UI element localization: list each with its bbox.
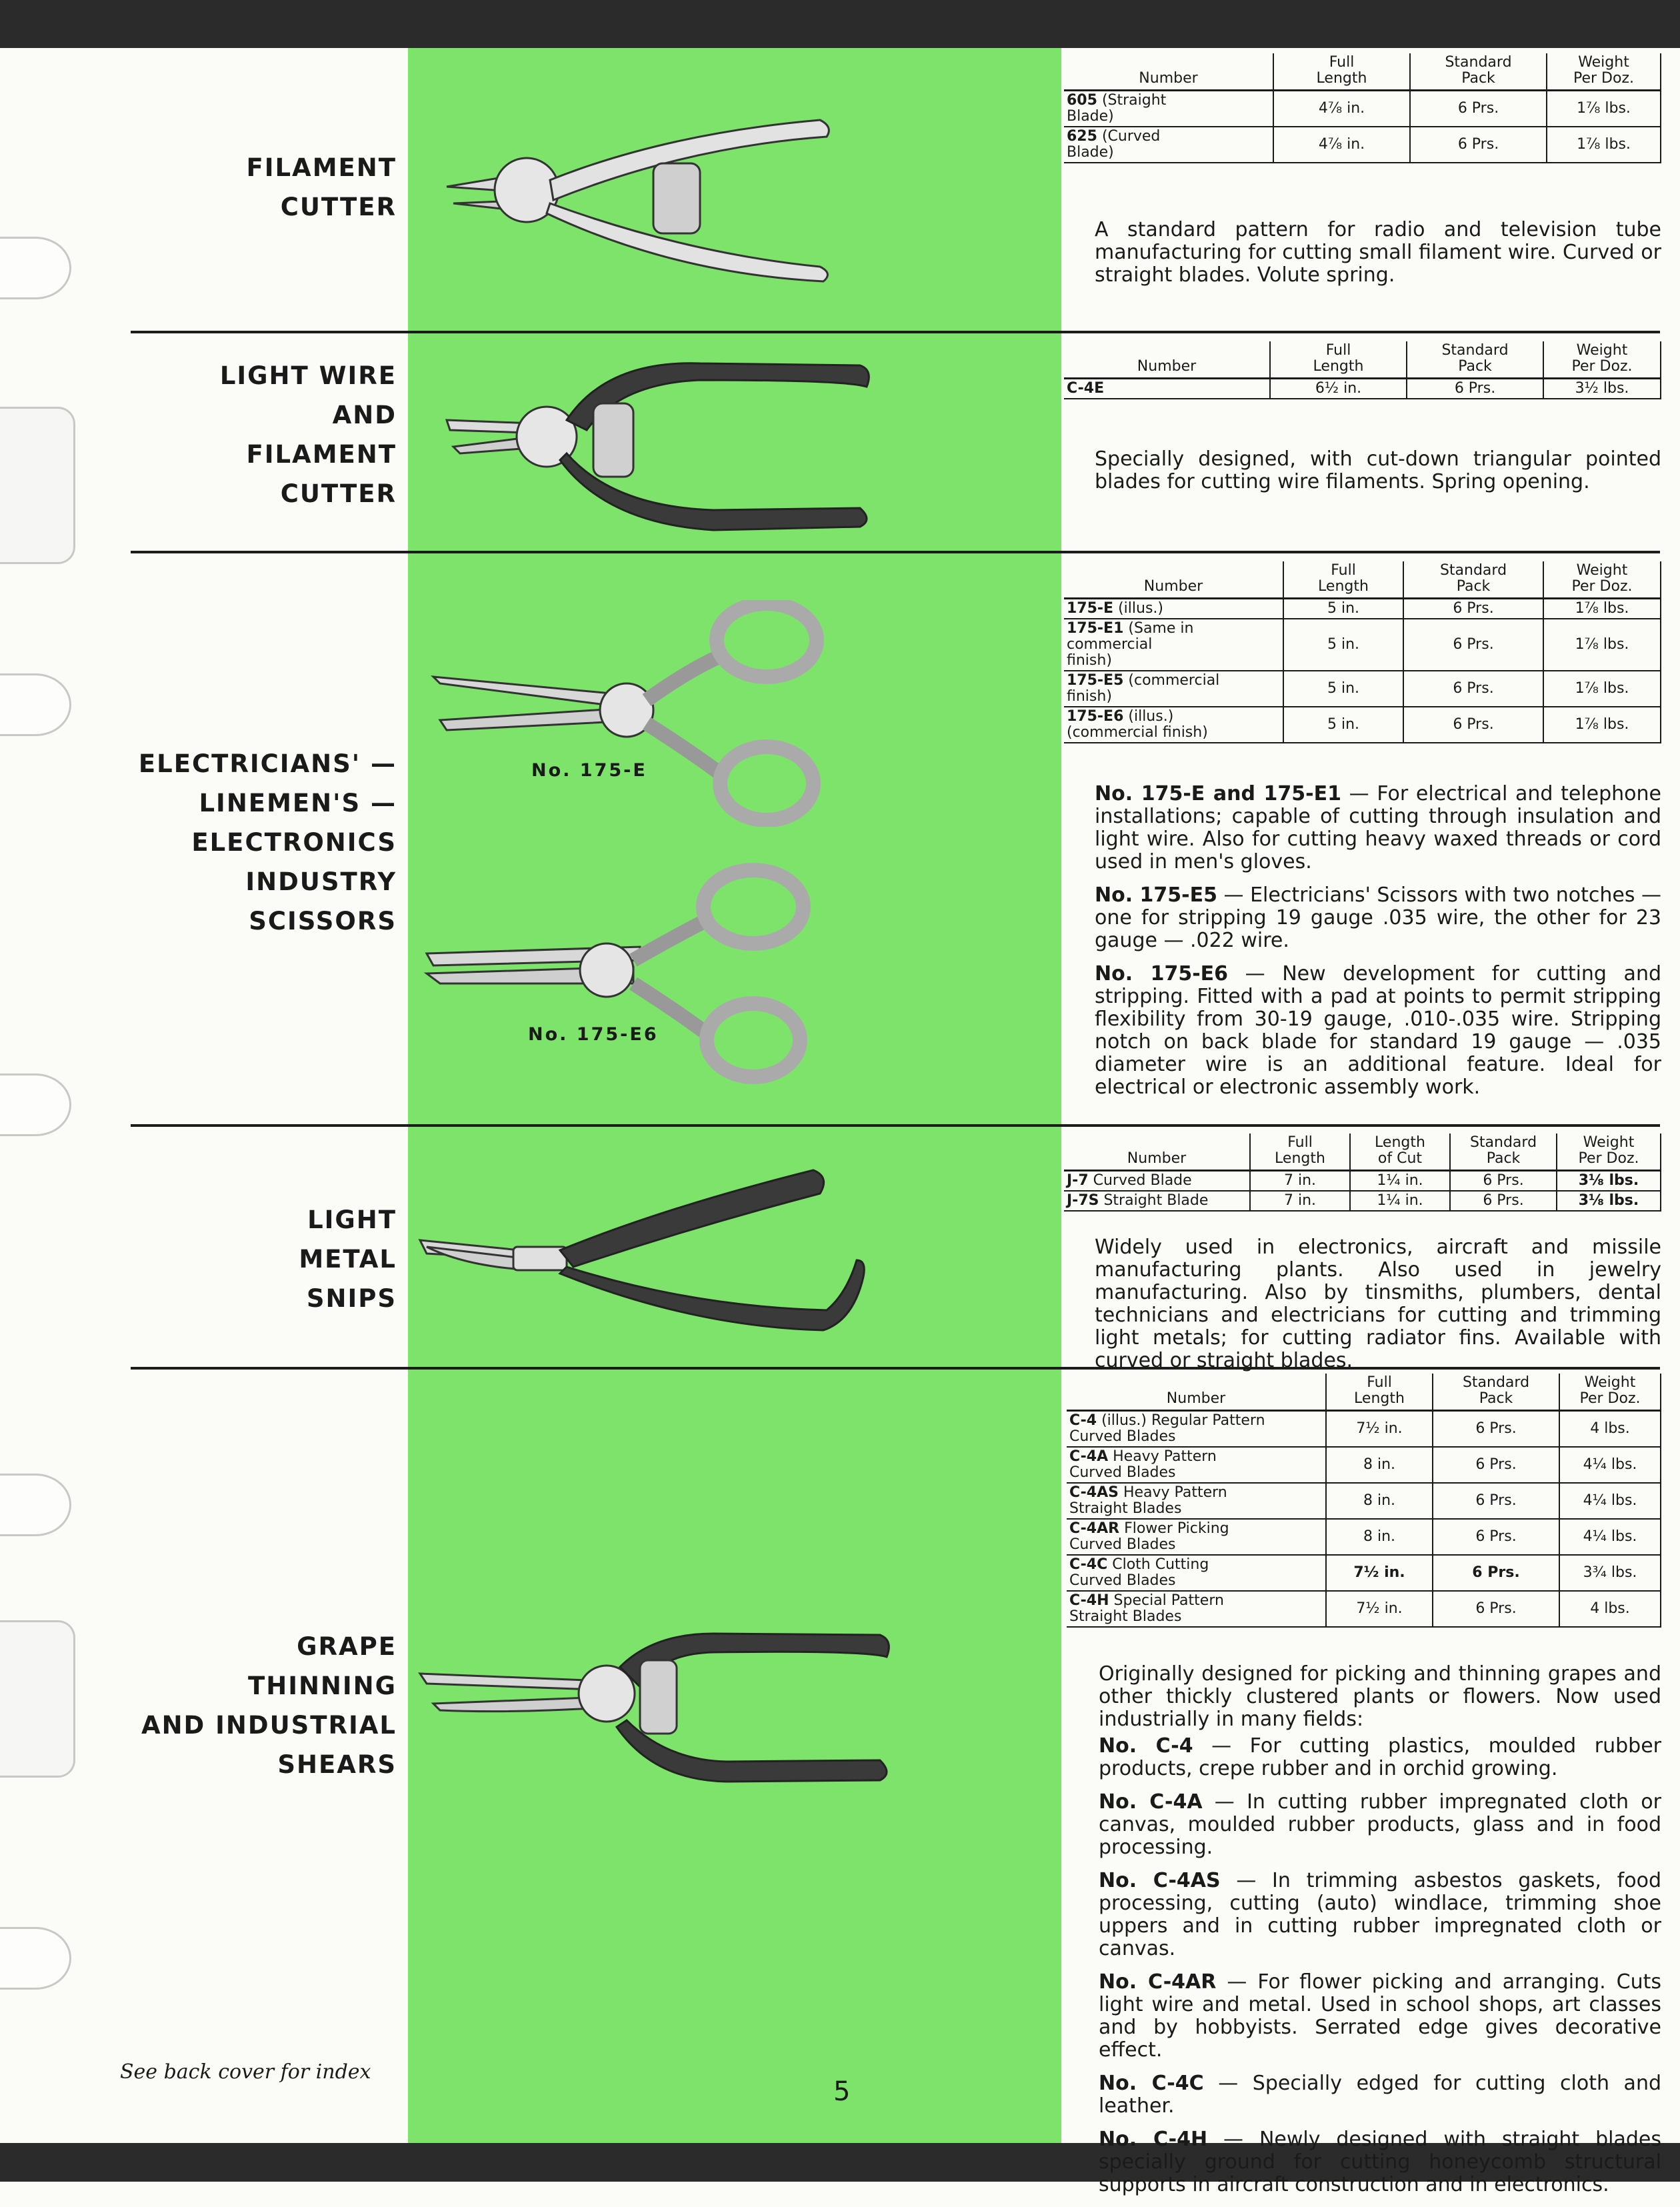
text-fragment: 175-E5 [1067, 672, 1124, 689]
caption-175e6: No. 175-E6 [528, 1024, 659, 1045]
table-cell: 6 Prs. [1433, 1519, 1559, 1555]
table-row [1067, 1519, 1661, 1555]
table-cell: 6 Prs. [1410, 127, 1547, 163]
scissors-icon [427, 600, 853, 827]
col-header: Weight Per Doz. [1547, 53, 1661, 91]
table-cell: 5 in. [1283, 599, 1403, 619]
table-element [1064, 561, 1661, 599]
divider-tab [0, 1620, 75, 1778]
table-element [1064, 53, 1661, 91]
text-fragment: C-4H [1069, 1592, 1109, 1609]
description-shears [1099, 1663, 1661, 2207]
table-cell: 6 Prs. [1403, 599, 1543, 619]
col-header: Full Length [1270, 341, 1407, 379]
spec-table-light-wire [1064, 341, 1661, 399]
description-light-wire [1095, 448, 1661, 504]
col-header: Standard Pack [1433, 1374, 1559, 1411]
text-fragment: J-7 [1067, 1172, 1089, 1189]
table-cell: 3⅛ lbs. [1557, 1191, 1661, 1211]
text-fragment: LIGHT WIRE [219, 361, 397, 390]
top-border-bar [0, 0, 1680, 48]
table-row [1064, 1191, 1661, 1211]
table-cell: 3½ lbs. [1543, 379, 1661, 399]
text-fragment: FILAMENT [246, 440, 397, 469]
section-title-shears [141, 1627, 397, 1784]
col-header: Number [1064, 53, 1273, 91]
table-cell: 6 Prs. [1450, 1191, 1557, 1211]
description-snips [1095, 1236, 1661, 1383]
text-fragment: Widely used in electronics, aircraft and missile manufacturing plants. Also used in jewelry manufacturing. Also by tinsmiths, plumbers, dental technicians and electricians for cutting and trimming light metals; for cutting radiator fins. Available with curved or straight blades. [1095, 1236, 1661, 1372]
table-cell: 6 Prs. [1450, 1171, 1557, 1192]
table-row [1064, 1171, 1661, 1192]
text-fragment: No. C-4AR [1099, 1970, 1217, 1994]
table-cell: 7½ in. [1326, 1411, 1433, 1448]
text-fragment: Cloth Cutting Curved Blades [1069, 1556, 1209, 1589]
table-cell: 4 lbs. [1559, 1411, 1661, 1448]
text-fragment: — New development for cutting and stripping. Fitted with a pad at points to permit stripping flexibility from 30-19 gauge, .010-.035 wire. Stripping notch on back blade for standard 19 gauge — .035 diameter wire is an additional feature. Ideal for electrical or electronic assembly work. [1095, 962, 1661, 1099]
product-number-cell [1064, 1191, 1250, 1211]
table-cell: 4 lbs. [1559, 1591, 1661, 1627]
col-header: Length of Cut [1350, 1134, 1450, 1171]
text-fragment: No. C-4H [1099, 2128, 1208, 2151]
product-number-cell [1064, 619, 1283, 671]
spec-table-shears [1067, 1374, 1661, 1628]
product-number-cell [1064, 599, 1283, 619]
product-number-cell [1064, 707, 1283, 743]
text-fragment: (Curved Blade) [1067, 128, 1161, 161]
spec-table-filament [1064, 53, 1661, 163]
table-row [1067, 1447, 1661, 1483]
col-header: Number [1064, 1134, 1250, 1171]
table-cell: 5 in. [1283, 671, 1403, 707]
text-fragment: — For flower picking and arranging. Cuts light wire and metal. Used in school shops, art classes and by hobbyists. Serrated edge gives decorative effect. [1099, 1970, 1661, 2062]
text-fragment: Heavy Pattern Straight Blades [1069, 1484, 1227, 1517]
text-fragment: SHEARS [277, 1750, 397, 1779]
section-title-light-wire [220, 356, 397, 513]
table-cell: 1¼ in. [1350, 1191, 1450, 1211]
table-cell: 6 Prs. [1433, 1447, 1559, 1483]
col-header: Standard Pack [1410, 53, 1547, 91]
table-row [1064, 671, 1661, 707]
table-cell: 4⅞ in. [1273, 127, 1410, 163]
text-fragment: METAL [299, 1245, 397, 1274]
product-number-cell [1067, 1591, 1326, 1627]
paragraph-c4a [1099, 1791, 1661, 1859]
shears-icon [413, 1614, 907, 1787]
text-fragment: C-4A [1069, 1448, 1109, 1465]
paragraph-175e5 [1095, 884, 1661, 952]
table-cell: 1⅞ lbs. [1543, 671, 1661, 707]
table-cell: 4¼ lbs. [1559, 1447, 1661, 1483]
text-fragment: SNIPS [306, 1284, 397, 1313]
table-cell: 8 in. [1326, 1483, 1433, 1519]
table-cell: 1¼ in. [1350, 1171, 1450, 1192]
col-header: Full Length [1283, 561, 1403, 599]
product-number-cell [1067, 1483, 1326, 1519]
table-cell: 1⅞ lbs. [1543, 599, 1661, 619]
text-fragment: J-7S [1067, 1192, 1099, 1209]
col-header: Weight Per Doz. [1559, 1374, 1661, 1411]
text-fragment: 175-E6 [1067, 708, 1124, 725]
text-fragment: Specially designed, with cut-down triangular pointed blades for cutting wire filaments. Spring opening. [1095, 447, 1661, 493]
text-fragment: — Newly designed with straight blades specially ground for cutting honeycomb structural supports in aircraft construction and in electronics. [1099, 2128, 1661, 2196]
section-divider [131, 551, 1660, 553]
table-row [1064, 599, 1661, 619]
product-number-cell [1064, 91, 1273, 127]
paragraph-c4h [1099, 2128, 1661, 2196]
paragraph-c4c [1099, 2072, 1661, 2118]
paragraph-shears-intro: Originally designed for picking and thinning grapes and other thickly clustered plants or flowers. Now used industrially in many fields: [1099, 1662, 1661, 1731]
text-fragment: Flower Picking Curved Blades [1069, 1520, 1229, 1553]
col-header: Number [1064, 561, 1283, 599]
section-title-snips [299, 1200, 397, 1318]
text-fragment: — For cutting plastics, moulded rubber products, crepe rubber and in orchid growing. [1099, 1734, 1661, 1780]
col-header: Standard Pack [1407, 341, 1543, 379]
text-fragment: A standard pattern for radio and television tube manufacturing for cutting small filament wire. Curved or straight blades. Volute spring. [1095, 218, 1661, 287]
table-cell: 1⅞ lbs. [1543, 619, 1661, 671]
spec-table-scissors [1064, 561, 1661, 743]
text-fragment: AND [332, 401, 397, 429]
section-divider [131, 331, 1660, 333]
text-fragment: — In cutting rubber impregnated cloth or canvas, moulded rubber products, glass and in food processing. [1099, 1790, 1661, 1859]
table-row [1067, 1555, 1661, 1591]
product-number-cell [1067, 1555, 1326, 1591]
table-row [1067, 1591, 1661, 1627]
binder-hole [0, 1927, 71, 1990]
paragraph-c4ar [1099, 1971, 1661, 2062]
table-cell: 7 in. [1250, 1171, 1350, 1192]
table-row [1064, 707, 1661, 743]
text-fragment: C-4AS [1069, 1484, 1119, 1501]
caption-175e: No. 175-E [531, 760, 647, 781]
text-fragment: Heavy Pattern Curved Blades [1069, 1448, 1217, 1481]
table-cell: 8 in. [1326, 1519, 1433, 1555]
table-cell: 7½ in. [1326, 1555, 1433, 1591]
text-fragment: C-4C [1069, 1556, 1108, 1573]
table-cell: 6 Prs. [1433, 1483, 1559, 1519]
text-fragment: (Straight Blade) [1067, 92, 1167, 125]
text-fragment: CUTTER [280, 479, 397, 508]
text-fragment: Special Pattern Straight Blades [1069, 1592, 1224, 1625]
text-fragment: CUTTER [280, 193, 397, 221]
text-fragment: C-4E [1067, 380, 1105, 397]
table-cell: 6½ in. [1270, 379, 1407, 399]
table-cell: 3¾ lbs. [1559, 1555, 1661, 1591]
product-number-cell [1064, 127, 1273, 163]
text-fragment: No. 175-E5 [1095, 883, 1217, 907]
text-fragment: FILAMENT [246, 153, 397, 182]
text-fragment: AND INDUSTRIAL [141, 1711, 397, 1740]
product-number-cell [1064, 671, 1283, 707]
text-fragment: C-4 [1069, 1412, 1097, 1429]
wire-cutter-icon [433, 347, 887, 540]
paragraph-c4 [1099, 1735, 1661, 1780]
spec-table-snips [1064, 1134, 1661, 1212]
index-note: See back cover for index [120, 2060, 371, 2084]
table-row [1064, 127, 1661, 163]
table-element [1064, 341, 1661, 379]
product-number-cell [1067, 1411, 1326, 1448]
table-cell: 1⅞ lbs. [1547, 91, 1661, 127]
col-header: Weight Per Doz. [1543, 561, 1661, 599]
text-fragment: (illus.) (commercial finish) [1067, 708, 1208, 741]
table-cell: 7 in. [1250, 1191, 1350, 1211]
text-fragment: C-4AR [1069, 1520, 1120, 1537]
text-fragment: No. C-4A [1099, 1790, 1203, 1814]
binder-hole [0, 1073, 71, 1136]
section-title-filament-cutter [246, 148, 397, 227]
text-fragment: — Electricians' Scissors with two notches — one for stripping 19 gauge .035 wire, the other for 23 gauge — .022 wire. [1095, 883, 1662, 952]
section-divider [131, 1124, 1660, 1127]
text-fragment: 625 [1067, 128, 1097, 145]
text-fragment: INDUSTRY [245, 867, 397, 896]
text-fragment: — For electrical and telephone installations; capable of cutting through insulation and light wire. Also for cutting heavy waxed threads or cord used in men's gloves. [1095, 782, 1662, 873]
binder-hole [0, 1474, 71, 1536]
text-fragment: (Same in commercial finish) [1067, 620, 1194, 669]
product-number-cell [1064, 1171, 1250, 1192]
text-fragment: 175-E [1067, 600, 1114, 617]
text-fragment: THINNING [247, 1672, 397, 1700]
table-cell: 6 Prs. [1433, 1591, 1559, 1627]
product-number-cell [1064, 379, 1270, 399]
table-cell: 3⅛ lbs. [1557, 1171, 1661, 1192]
table-cell: 5 in. [1283, 619, 1403, 671]
product-number-cell [1067, 1519, 1326, 1555]
text-fragment: Straight Blade [1103, 1192, 1209, 1209]
table-element [1067, 1374, 1661, 1411]
product-number-cell [1067, 1447, 1326, 1483]
table-cell: 6 Prs. [1403, 671, 1543, 707]
col-header: Standard Pack [1450, 1134, 1557, 1171]
text-fragment: LIGHT [307, 1206, 397, 1234]
snips-icon [413, 1160, 893, 1347]
text-fragment: SCISSORS [249, 907, 397, 935]
description-scissors [1095, 783, 1661, 1110]
table-cell: 6 Prs. [1433, 1555, 1559, 1591]
table-cell: 6 Prs. [1410, 91, 1547, 127]
description-filament [1095, 219, 1661, 297]
col-header: Number [1067, 1374, 1326, 1411]
table-row [1064, 619, 1661, 671]
divider-tab [0, 407, 75, 564]
table-cell: 4¼ lbs. [1559, 1483, 1661, 1519]
table-cell: 4¼ lbs. [1559, 1519, 1661, 1555]
table-element [1064, 1134, 1661, 1171]
text-fragment: — Specially edged for cutting cloth and leather. [1099, 2072, 1661, 2118]
binder-hole [0, 237, 71, 299]
page-number: 5 [833, 2076, 851, 2107]
text-fragment: 175-E1 [1067, 620, 1124, 637]
text-fragment: LINEMEN'S — [199, 789, 397, 817]
paragraph-175e6 [1095, 963, 1661, 1099]
col-header: Full Length [1250, 1134, 1350, 1171]
text-fragment: No. C-4AS [1099, 1869, 1221, 1892]
table-cell: 1⅞ lbs. [1543, 707, 1661, 743]
text-fragment: No. C-4C [1099, 2072, 1204, 2095]
col-header: Full Length [1326, 1374, 1433, 1411]
paragraph-c4as [1099, 1870, 1661, 1960]
table-cell: 1⅞ lbs. [1547, 127, 1661, 163]
table-cell: 6 Prs. [1403, 707, 1543, 743]
col-header: Weight Per Doz. [1543, 341, 1661, 379]
col-header: Number [1064, 341, 1270, 379]
text-fragment: 605 [1067, 92, 1097, 109]
binder-hole [0, 673, 71, 736]
text-fragment: ELECTRONICS [191, 828, 397, 857]
text-fragment: No. C-4 [1099, 1734, 1193, 1758]
table-cell: 4⅞ in. [1273, 91, 1410, 127]
table-row [1067, 1411, 1661, 1448]
scissors-icon [413, 860, 840, 1087]
col-header: Weight Per Doz. [1557, 1134, 1661, 1171]
text-fragment: No. 175-E and 175-E1 [1095, 782, 1341, 805]
col-header: Full Length [1273, 53, 1410, 91]
table-cell: 7½ in. [1326, 1591, 1433, 1627]
table-cell: 8 in. [1326, 1447, 1433, 1483]
table-cell: 5 in. [1283, 707, 1403, 743]
text-fragment: (illus.) Regular Pattern Curved Blades [1069, 1412, 1265, 1445]
filament-cutter-icon [433, 107, 847, 293]
text-fragment: GRAPE [297, 1632, 397, 1661]
table-row [1064, 379, 1661, 399]
col-header: Standard Pack [1403, 561, 1543, 599]
text-fragment: (commercial finish) [1067, 672, 1220, 705]
table-row [1067, 1483, 1661, 1519]
table-cell: 6 Prs. [1407, 379, 1543, 399]
table-cell: 6 Prs. [1403, 619, 1543, 671]
table-row [1064, 91, 1661, 127]
section-title-scissors [139, 744, 397, 941]
table-cell: 6 Prs. [1433, 1411, 1559, 1448]
paragraph-175e [1095, 783, 1661, 873]
text-fragment: (illus.) [1118, 600, 1163, 617]
text-fragment: ELECTRICIANS' — [138, 749, 397, 778]
text-fragment: Curved Blade [1093, 1172, 1192, 1189]
text-fragment: — In trimming asbestos gaskets, food processing, cutting (auto) windlace, trimming shoe uppers and in cutting rubber impregnated cloth or canvas. [1099, 1869, 1661, 1960]
text-fragment: No. 175-E6 [1095, 962, 1229, 985]
